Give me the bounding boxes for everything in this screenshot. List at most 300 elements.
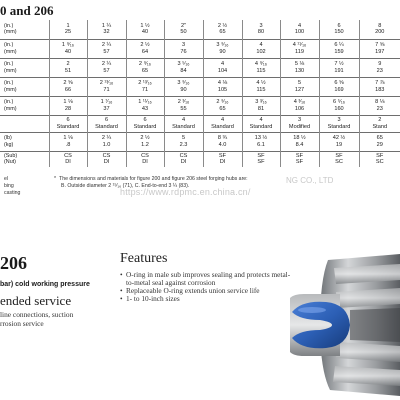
cell-value: 55 (180, 105, 187, 112)
cell-value: 197 (375, 48, 385, 55)
table-cell (126, 96, 164, 115)
cell-value: SF (218, 152, 227, 159)
cell-value: Standard (249, 123, 273, 130)
cell-value: 90 (180, 86, 187, 93)
cell-values (320, 61, 359, 74)
cell-value: 90 (219, 48, 226, 55)
cell-values (204, 23, 242, 36)
cell-value: 3 ³⁄₁₆ (255, 99, 267, 106)
cell-value: 2 ¹³⁄₁₆ (99, 80, 114, 87)
table-cell (164, 151, 203, 167)
features-list (120, 271, 298, 303)
unit-cell (0, 58, 49, 77)
cell-value: 3 (181, 42, 186, 49)
table-cell (49, 20, 87, 39)
cell-values (281, 42, 319, 55)
cell-value: 18 ½ (293, 135, 306, 142)
cell-value: 57 (103, 48, 110, 55)
table-cell (203, 151, 242, 167)
dimension-table (0, 20, 400, 167)
cell-value: 1 ¹¹⁄₁₆ (138, 99, 152, 106)
cell-values (320, 153, 359, 166)
cell-value: 6 ⅝ (334, 80, 344, 87)
cell-values (204, 80, 242, 93)
unit-label (4, 153, 49, 166)
cell-value: DI (103, 159, 110, 166)
cell-value: 3 (259, 22, 263, 29)
cell-values (50, 153, 87, 166)
cell-values (281, 80, 319, 93)
cell-value: 65 (219, 29, 226, 36)
recommended-service-title: ended service (0, 293, 72, 308)
cell-value: 1 ½ (140, 22, 150, 29)
cell-values (320, 42, 359, 55)
cell-value: 1 ¼ (101, 22, 112, 29)
cell-values (127, 135, 164, 148)
cell-value: 4 (297, 22, 302, 29)
table-cell (203, 96, 242, 115)
cell-value: 84 (180, 67, 187, 74)
cell-value: Standard (211, 123, 234, 130)
table-cell (319, 20, 359, 39)
table-cell (242, 77, 280, 96)
cell-value: 4 ⁹⁄₁₆ (254, 61, 268, 68)
table-cell (203, 39, 242, 58)
cell-values (88, 80, 126, 93)
cell-value: 8.4 (295, 141, 304, 148)
cell-values (88, 135, 126, 148)
cell-value: 8 (378, 22, 382, 29)
table-cell (164, 132, 203, 151)
table-cell (319, 77, 359, 96)
table-cell (49, 77, 87, 96)
cell-value: 169 (334, 86, 344, 93)
cell-value: 64 (141, 48, 149, 55)
unit-cell (0, 132, 49, 151)
table-row (0, 115, 400, 132)
cell-value: 2 ⅝ (63, 80, 73, 87)
watermark-company: NG CO., LTD (286, 176, 334, 185)
table-row (0, 151, 400, 167)
cell-values (165, 135, 203, 148)
table-cell (126, 20, 164, 39)
table-cell (164, 77, 203, 96)
cell-value: 3 ⁵⁄₁₆ (177, 61, 190, 68)
table-cell (280, 39, 319, 58)
unit-cell (0, 77, 49, 96)
table-cell (49, 58, 87, 77)
table-cell (87, 151, 126, 167)
table-cell (164, 96, 203, 115)
table-cell (359, 58, 400, 77)
table-row (0, 132, 400, 151)
table-row (0, 58, 400, 77)
unit-text: (in.) (4, 99, 14, 106)
cell-values (243, 61, 280, 74)
unit-cell (0, 96, 49, 115)
cell-values (243, 117, 280, 130)
cell-value: 106 (294, 105, 305, 112)
watermark-url: https://www.rdpmc.en.china.cn/ (120, 187, 251, 197)
table-cell (87, 58, 126, 77)
feature-item: • 1- to 10-inch sizes (120, 295, 298, 303)
cell-value: 8 ¾ (217, 135, 228, 142)
cell-value: CS (179, 152, 188, 159)
note-left-line: el (4, 176, 9, 182)
cell-value: 4 ½ (256, 80, 266, 87)
cell-value: 6 ¼ (334, 42, 344, 49)
cell-value: 32 (103, 29, 110, 36)
cell-values (50, 61, 87, 74)
cell-value: 3 (337, 117, 341, 124)
cell-value: 127 (294, 86, 305, 93)
cell-value: 160 (334, 105, 344, 112)
cell-value: DI (180, 159, 187, 166)
cell-value: CS (64, 152, 72, 159)
pressure-rating: bar) cold working pressure (0, 281, 90, 288)
cell-values (320, 117, 359, 130)
table-cell (87, 77, 126, 96)
cell-values (88, 42, 126, 55)
table-cell (203, 115, 242, 132)
table-cell (164, 58, 203, 77)
cell-value: 23 (376, 67, 383, 74)
unit-text: (in.) (4, 61, 14, 68)
unit-text: (mm) (4, 48, 17, 55)
cell-value: 4.0 (218, 141, 227, 148)
feature-item: • Replaceable O-ring extends union service life (120, 287, 298, 295)
table-cell (319, 39, 359, 58)
cell-values (204, 135, 242, 148)
cell-values (127, 117, 164, 130)
cell-value: 115 (256, 86, 266, 93)
cell-value: 25 (64, 29, 72, 36)
cell-value: 191 (334, 67, 344, 74)
cell-value: 6 (337, 22, 341, 29)
asterisk-icon: * (54, 176, 57, 182)
cell-value: 104 (217, 67, 228, 74)
cell-values (204, 61, 242, 74)
cell-value: 81 (257, 105, 265, 112)
cell-value: 4 (259, 117, 263, 124)
cell-value: SF (295, 159, 304, 166)
cell-values (281, 99, 319, 112)
cell-value: 2 ½ (140, 42, 150, 49)
table-cell (49, 39, 87, 58)
cell-value: Standard (95, 123, 118, 130)
table-row (0, 77, 400, 96)
cell-value: 2 ¹³⁄₁₆ (138, 80, 152, 87)
union-product-photo (290, 250, 400, 400)
table-row (0, 96, 400, 115)
unit-text: (kg) (4, 141, 14, 148)
table-cell (126, 151, 164, 167)
cell-values (50, 99, 87, 112)
cell-value: 65 (376, 135, 383, 142)
cell-values (88, 99, 126, 112)
table-cell (359, 39, 400, 58)
cell-values (243, 80, 280, 93)
cell-values (88, 117, 126, 130)
cell-value: Modified (288, 123, 311, 130)
cell-value: 42 ½ (332, 135, 346, 142)
note-line: B. Outside diameter 2 ¹⁵⁄₁₆ (71), C. End-to-end 3 ¼ (83). (61, 182, 190, 189)
table-cell (49, 96, 87, 115)
figure-number: 206 (0, 253, 27, 273)
cell-values (50, 42, 87, 55)
unit-text: (mm) (4, 86, 17, 93)
table-cell (319, 151, 359, 167)
cell-value: 130 (294, 67, 305, 74)
cell-values (360, 135, 400, 148)
cell-values (165, 99, 203, 112)
cell-values (50, 80, 87, 93)
cell-value: 3 ⁹⁄₁₆ (216, 42, 229, 49)
cell-value: 57 (103, 67, 110, 74)
cell-value: 1 ⁹⁄₁₆ (61, 42, 75, 49)
table-cell (319, 96, 359, 115)
cell-value: 3 ⁹⁄₁₆ (177, 80, 190, 87)
cell-values (243, 99, 280, 112)
service-line: line connections, suction (0, 310, 74, 319)
unit-text: (in.) (4, 42, 14, 49)
cell-values (243, 153, 280, 166)
table-cell (359, 96, 400, 115)
cell-values (320, 99, 359, 112)
page-title: 0 and 206 (0, 3, 54, 18)
unit-cell (0, 20, 49, 39)
cell-value: 6 (66, 117, 70, 124)
table-cell (126, 58, 164, 77)
cell-value: Stand (372, 123, 388, 130)
cell-values (360, 61, 400, 74)
unit-cell (0, 39, 49, 58)
cell-value: 4 ¹¹⁄₁₆ (292, 42, 307, 49)
cell-value: 150 (334, 29, 344, 36)
table-row (0, 20, 400, 39)
cell-value: 28 (64, 105, 72, 112)
cell-value: 4 ³⁄₁₆ (293, 99, 306, 106)
cell-value: 3 (297, 117, 302, 124)
cell-values (281, 23, 319, 36)
table-cell (242, 115, 280, 132)
table-cell (126, 132, 164, 151)
cell-value: 6 ⁵⁄₁₆ (332, 99, 346, 106)
table-cell (280, 77, 319, 96)
cell-values (360, 99, 400, 112)
cell-values (243, 135, 280, 148)
cell-value: 7 ⅝ (375, 42, 385, 49)
table-cell (87, 39, 126, 58)
cell-values (127, 80, 164, 93)
cell-value: 1 ⅛ (63, 135, 73, 142)
cell-value: 65 (219, 105, 226, 112)
cell-value: 2 (66, 61, 70, 68)
cell-value: DI (65, 159, 71, 166)
cell-value: 1.2 (141, 141, 149, 148)
note-text: The dimensions and materials for figure 200 and figure 206 steel forging hubs are: (59, 176, 248, 182)
table-cell (126, 39, 164, 58)
cell-value: 105 (217, 86, 228, 93)
cell-values (320, 23, 359, 36)
cell-values (50, 135, 87, 148)
table-cell (87, 96, 126, 115)
table-cell (242, 151, 280, 167)
table-cell (319, 58, 359, 77)
table-cell (49, 151, 87, 167)
cell-value: Standard (327, 123, 351, 130)
cell-value: 6 (104, 117, 109, 124)
cell-values (127, 61, 164, 74)
unit-text: (in.) (4, 80, 14, 87)
table-cell (280, 96, 319, 115)
cell-value: 2 ½ (140, 135, 150, 142)
cell-value: DI (142, 159, 148, 166)
cell-values (127, 42, 164, 55)
table-cell (126, 77, 164, 96)
note-left-line: bing (4, 183, 14, 189)
cell-value: 200 (375, 29, 385, 36)
cell-value: 2 ³⁄₁₆ (177, 99, 190, 106)
cell-value: 4 (220, 61, 225, 68)
cell-values (204, 153, 242, 166)
cell-value: SF (335, 152, 343, 159)
cell-values (165, 153, 203, 166)
cell-values (360, 80, 400, 93)
cell-value: 2 ¼ (101, 42, 112, 49)
cell-value: 76 (180, 48, 187, 55)
cell-values (360, 153, 400, 166)
cell-values (127, 23, 164, 36)
cell-value: Standard (133, 123, 157, 130)
cell-value: 43 (141, 105, 149, 112)
cell-value: 1 ⅛ (63, 99, 73, 106)
cell-values (165, 23, 203, 36)
cell-value: 5 (297, 80, 302, 87)
cell-values (204, 42, 242, 55)
cell-value: 40 (141, 29, 149, 36)
table-cell (242, 96, 280, 115)
cell-value: 1 ⁷⁄₁₆ (100, 99, 113, 106)
cell-value: 4 (220, 117, 225, 124)
table-cell (164, 39, 203, 58)
table-cell (87, 115, 126, 132)
cell-value: 71 (141, 86, 149, 93)
table-cell (280, 115, 319, 132)
unit-label (4, 135, 49, 148)
cell-values (165, 80, 203, 93)
cell-value: 7 ½ (334, 61, 344, 68)
table-cell (203, 58, 242, 77)
cell-value: 6.1 (257, 141, 265, 148)
unit-label (4, 42, 49, 55)
cell-values (320, 135, 359, 148)
unit-label (4, 99, 49, 112)
table-cell (319, 132, 359, 151)
cell-value: 2 ¼ (101, 61, 112, 68)
table-cell (359, 77, 400, 96)
table-cell (203, 77, 242, 96)
cell-values (50, 117, 87, 130)
cell-values (360, 23, 400, 36)
table-cell (164, 115, 203, 132)
cell-value: 66 (64, 86, 72, 93)
cell-value: SF (257, 152, 265, 159)
cell-value: 37 (103, 105, 110, 112)
cell-value: CS (102, 152, 111, 159)
cell-value: 23 (376, 105, 383, 112)
cell-value: 2 ½ (217, 22, 228, 29)
cell-value: 7 ⅞ (375, 80, 385, 87)
cell-value: 2 ⁹⁄₁₆ (138, 61, 152, 68)
cell-values (165, 42, 203, 55)
cell-value: DI (219, 159, 226, 166)
table-cell (87, 132, 126, 151)
table-cell (280, 132, 319, 151)
cell-value: 2 (378, 117, 382, 124)
cell-values (127, 99, 164, 112)
table-cell (359, 115, 400, 132)
table-row (0, 39, 400, 58)
table-body (0, 20, 400, 167)
cell-value: 4 (181, 117, 186, 124)
cell-value: 102 (256, 48, 266, 55)
unit-text: (in.) (4, 22, 14, 29)
cell-value: 4 (259, 42, 263, 49)
cell-value: .8 (65, 141, 71, 148)
table-cell (49, 132, 87, 151)
unit-cell (0, 151, 49, 167)
table-cell (242, 39, 280, 58)
cell-value: 9 (378, 61, 382, 68)
cell-value: 5 (181, 135, 186, 142)
o-ring-highlight (298, 307, 326, 313)
cell-values (281, 153, 319, 166)
cell-value: 119 (295, 48, 304, 55)
cell-value: 183 (375, 86, 385, 93)
cell-value: 115 (256, 67, 266, 74)
cell-values (127, 153, 164, 166)
table-cell (280, 58, 319, 77)
table-cell (49, 115, 87, 132)
cell-values (204, 117, 242, 130)
table-cell (203, 132, 242, 151)
table-cell (280, 20, 319, 39)
cell-value: 50 (180, 29, 187, 36)
cell-value: 1.0 (102, 141, 111, 148)
unit-text: (mm) (4, 29, 17, 36)
cell-value: 29 (376, 141, 383, 148)
table-cell (242, 132, 280, 151)
cell-value: 40 (64, 48, 72, 55)
cell-value: 100 (294, 29, 305, 36)
cell-value: 2 ⁹⁄₁₆ (216, 99, 229, 106)
cell-value: 80 (257, 29, 265, 36)
unit-text: (Sub) (4, 152, 18, 159)
cell-values (281, 61, 319, 74)
table-cell (280, 151, 319, 167)
cell-value: Standard (56, 123, 80, 130)
cell-value: SF (257, 159, 265, 166)
unit-label (4, 61, 49, 74)
table-cell (242, 20, 280, 39)
table-cell (203, 20, 242, 39)
unit-text: (Nut) (4, 159, 16, 166)
cell-value: SC (335, 159, 343, 166)
cell-value: 2" (180, 22, 187, 29)
cell-values (165, 117, 203, 130)
union-bore (350, 308, 400, 342)
